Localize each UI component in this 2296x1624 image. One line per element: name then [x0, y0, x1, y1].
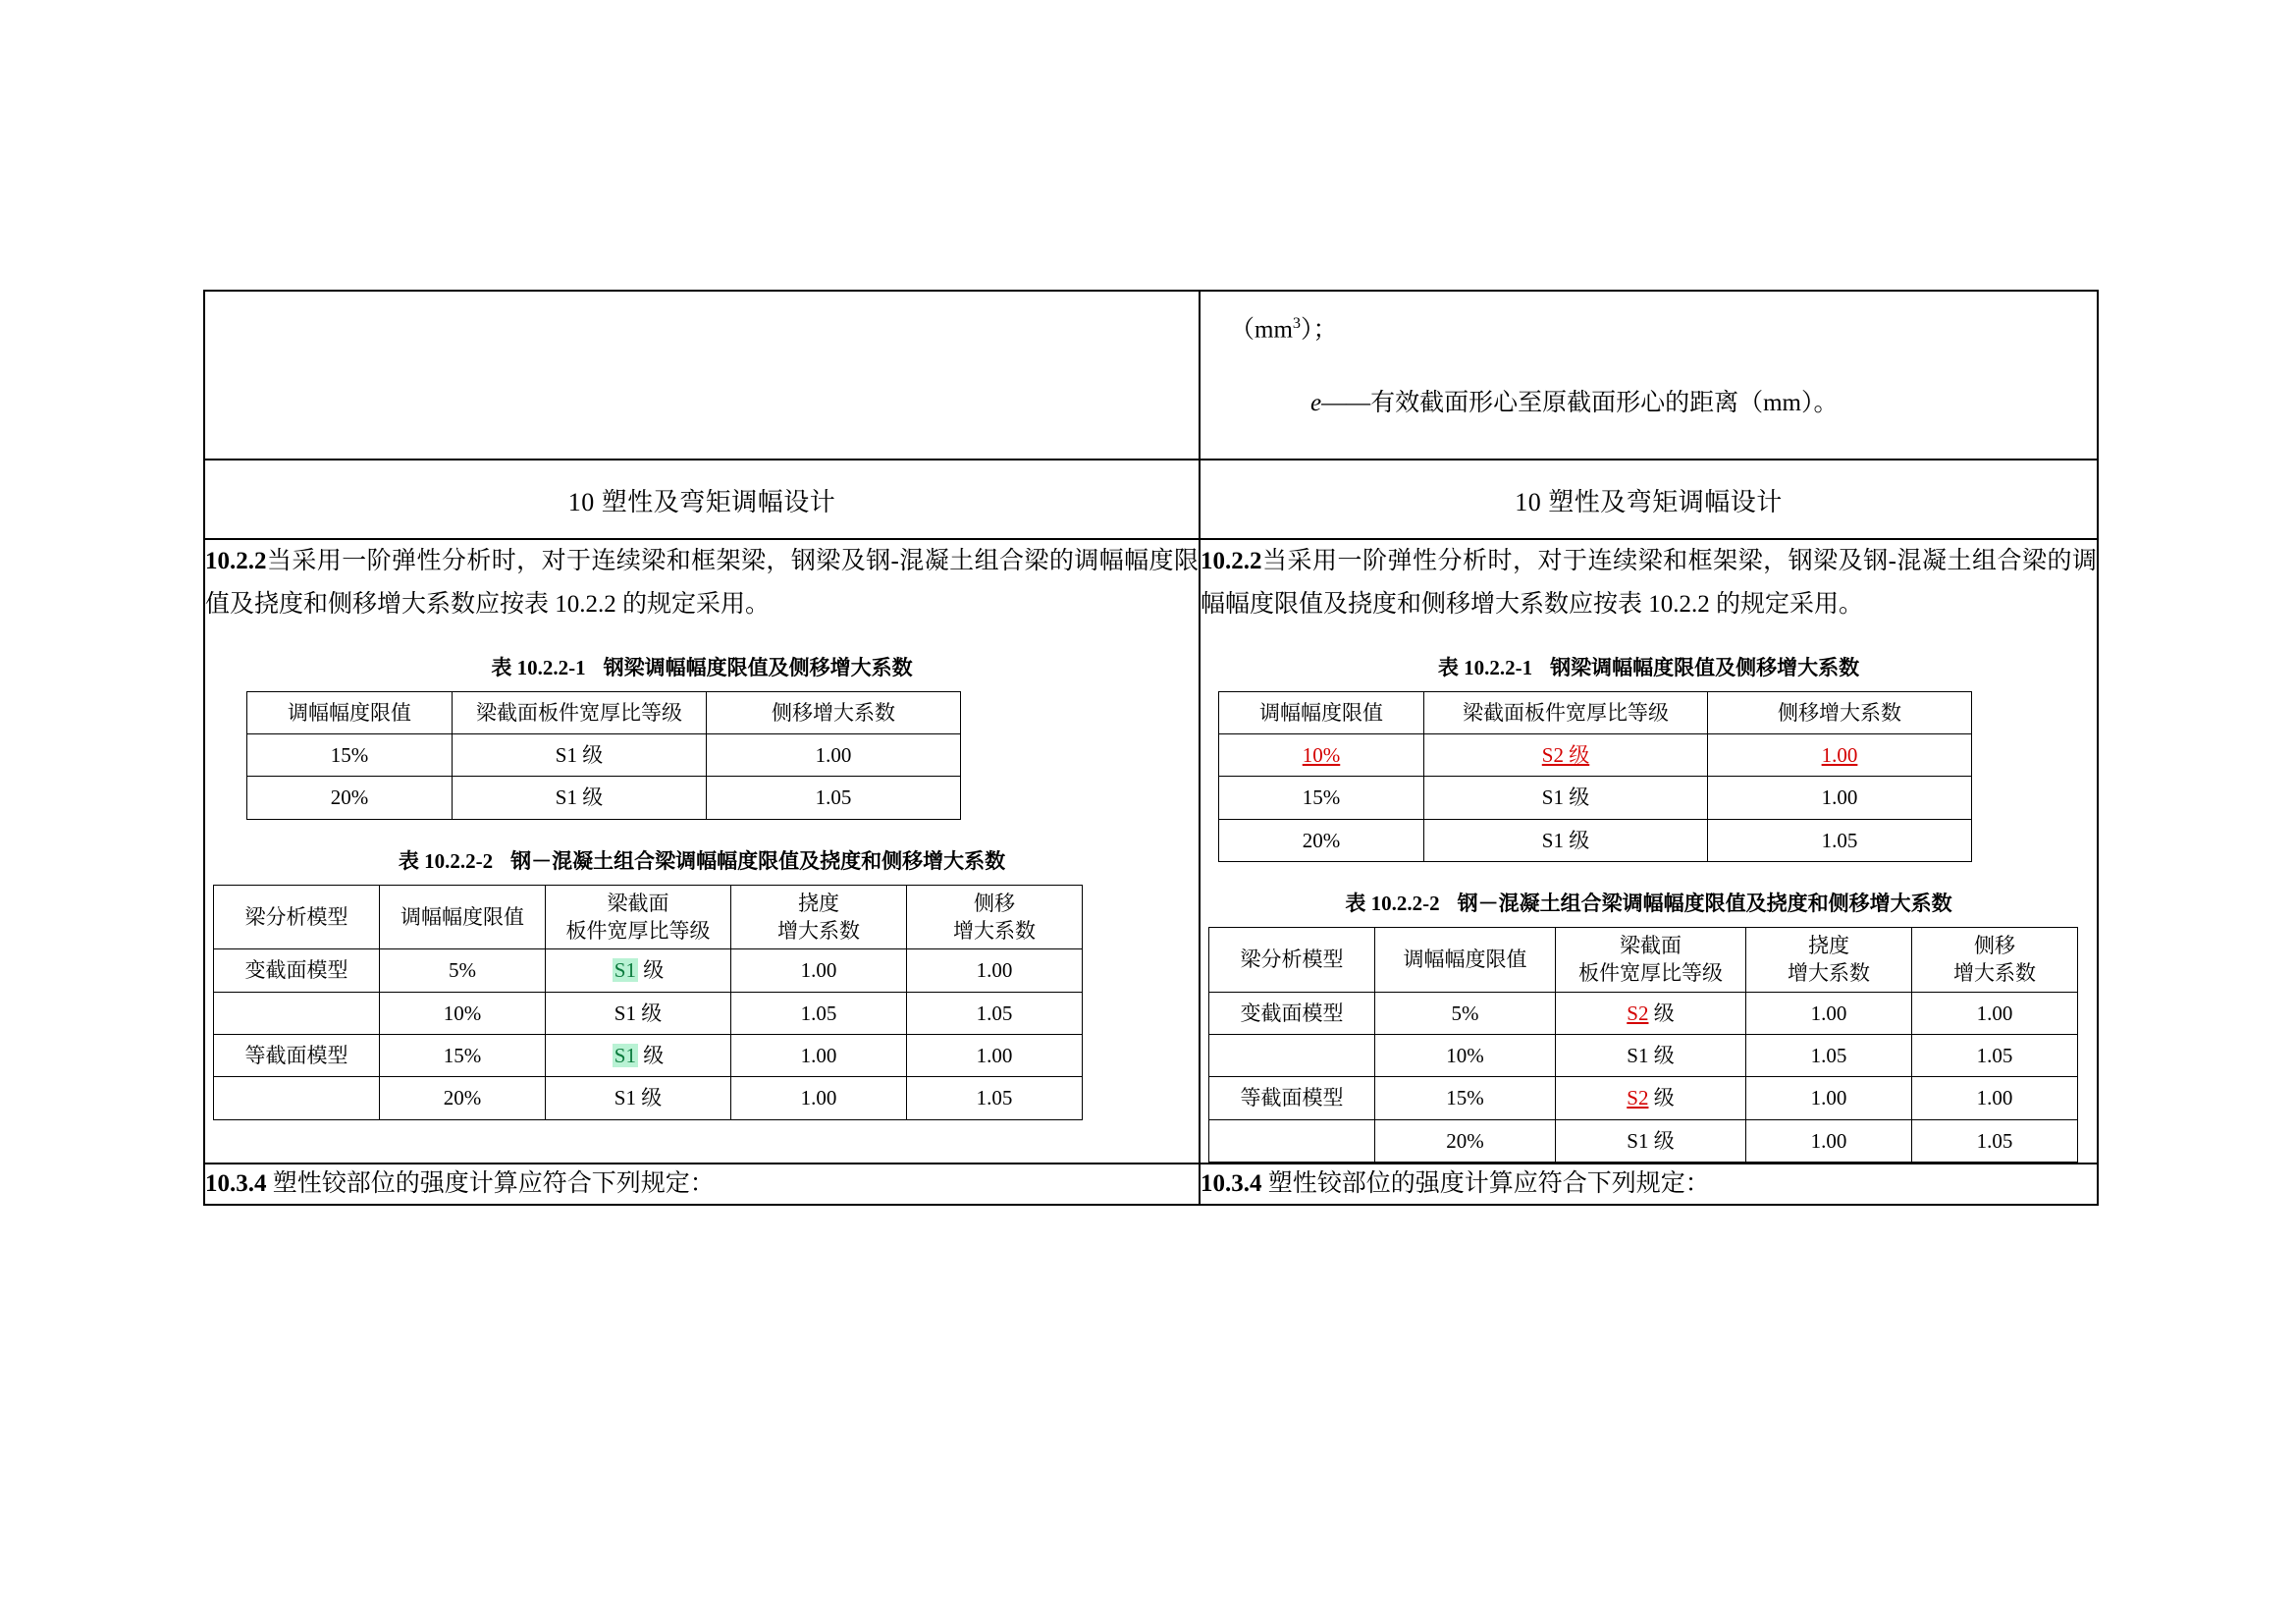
cell-sway: 1.00	[1708, 733, 1972, 776]
cell-grade: S2 级	[1556, 992, 1746, 1034]
footer-text-left: 塑性铰部位的强度计算应符合下列规定：	[272, 1169, 715, 1197]
cell-deflection: 1.00	[731, 1034, 907, 1076]
header-sway: 侧移增大系数	[707, 691, 961, 733]
cell-deflection: 1.00	[1746, 992, 1912, 1034]
clause-number-left: 10.2.2	[205, 548, 267, 574]
table1-caption-label-right: 表 10.2.2-1	[1437, 655, 1533, 679]
grade-suffix: 级	[643, 1043, 665, 1067]
cell-limit: 10%	[1375, 1034, 1556, 1076]
header-limit: 调幅幅度限值	[380, 885, 546, 949]
header-section-line2: 板件宽厚比等级	[565, 918, 711, 943]
cell-grade	[546, 949, 731, 992]
header-section	[546, 885, 731, 949]
cell-model	[214, 1077, 380, 1119]
table-header-row	[247, 691, 961, 733]
cell-limit: 15%	[380, 1034, 546, 1076]
table-row	[214, 1077, 1083, 1119]
cell-limit: 20%	[380, 1077, 546, 1119]
header-limit: 调幅幅度限值	[1375, 927, 1556, 992]
chapter-cell-right	[1200, 460, 2098, 539]
cell-sway: 1.00	[1912, 992, 2078, 1034]
table1-caption-title-left: 钢梁调幅幅度限值及侧移增大系数	[603, 655, 913, 679]
cell-grade: S1 级	[453, 733, 707, 776]
cell-deflection: 1.00	[1746, 1077, 1912, 1119]
formula-unit-line: $(mm^3)$；	[1230, 314, 1338, 344]
table-row-revised	[1209, 992, 2078, 1034]
table-row-revised	[1209, 1077, 2078, 1119]
table-header-row	[1219, 691, 1972, 733]
header-section-line1: 梁截面	[1620, 933, 1682, 957]
grade-highlight: S1	[614, 1043, 636, 1067]
cell-limit: 10%	[1219, 733, 1424, 776]
grade-highlight: S1	[614, 958, 636, 983]
header-model: 梁分析模型	[214, 885, 380, 949]
header-limit: 调幅幅度限值	[247, 691, 453, 733]
header-sway	[1912, 927, 2078, 992]
footer-text-right: 塑性铰部位的强度计算应符合下列规定：	[1267, 1169, 1710, 1197]
table2-caption-label-right: 表 10.2.2-2	[1345, 891, 1440, 915]
symbol-e: e	[1310, 390, 1322, 417]
cell-limit: 5%	[380, 949, 546, 992]
table-row	[214, 992, 1083, 1034]
table1-caption-title-right: 钢梁调幅幅度限值及侧移增大系数	[1550, 655, 1860, 679]
header-sway-line2: 增大系数	[1953, 961, 2036, 986]
body-cell-left	[204, 539, 1200, 1164]
formula-symbol-line	[1310, 385, 2071, 423]
cell-sway: 1.05	[1912, 1034, 2078, 1076]
formula-cell-right	[1200, 291, 2098, 460]
table-10-2-2-1-left	[246, 691, 961, 820]
cell-grade: S1 级	[546, 992, 731, 1034]
table2-caption-left	[205, 845, 1199, 875]
footer-cell-right	[1200, 1164, 2098, 1205]
cell-sway: 1.05	[907, 1077, 1083, 1119]
table-row	[1219, 819, 1972, 861]
header-grade: 梁截面板件宽厚比等级	[453, 691, 707, 733]
table-row	[1209, 1034, 2078, 1076]
table2-caption-title-right: 钢－混凝土组合梁调幅幅度限值及挠度和侧移增大系数	[1457, 891, 1952, 915]
cell-sway: 1.00	[1708, 777, 1972, 819]
cell-limit: 5%	[1375, 992, 1556, 1034]
cell-sway: 1.00	[907, 949, 1083, 992]
clause-text-left: 当采用一阶弹性分析时，对于连续梁和框架梁，钢梁及钢-混凝土组合梁的调幅幅度限值及挠度和侧移增大系数应按表 10.2.2 的规定采用。	[205, 548, 1199, 618]
cell-sway: 1.00	[1912, 1077, 2078, 1119]
table1-caption-label-left: 表 10.2.2-1	[491, 655, 586, 679]
table-row	[204, 291, 2098, 460]
footer-clause-right	[1201, 1164, 2097, 1204]
table-row	[204, 1164, 2098, 1205]
header-sway	[907, 885, 1083, 949]
cell-deflection: 1.05	[1746, 1034, 1912, 1076]
table-10-2-2-1-right	[1218, 691, 1972, 862]
table2-caption-label-left: 表 10.2.2-2	[398, 848, 494, 873]
chapter-title-left: 10 塑性及弯矩调幅设计	[567, 488, 836, 516]
cell-deflection: 1.00	[731, 949, 907, 992]
header-section-line2: 板件宽厚比等级	[1578, 961, 1723, 986]
comparison-table	[203, 290, 2099, 1206]
header-grade: 梁截面板件宽厚比等级	[1424, 691, 1708, 733]
cell-limit: 20%	[1375, 1119, 1556, 1162]
clause-paragraph-right	[1201, 540, 2097, 626]
chapter-cell-left	[204, 460, 1200, 539]
clause-number-right: 10.2.2	[1201, 548, 1262, 574]
footer-clause-left	[205, 1164, 1199, 1204]
table2-caption-right	[1201, 888, 2097, 917]
body-cell-right	[1200, 539, 2098, 1164]
cell-deflection: 1.00	[731, 1077, 907, 1119]
chapter-title-right: 10 塑性及弯矩调幅设计	[1515, 488, 1783, 516]
symbol-e-definition: ——有效截面形心至原截面形心的距离（mm）。	[1321, 390, 1839, 417]
cell-grade: S1 级	[1424, 819, 1708, 861]
table-header-row	[1209, 927, 2078, 992]
grade-suffix: 级	[643, 958, 665, 983]
cell-sway: 1.00	[707, 733, 961, 776]
footer-number-left: 10.3.4	[205, 1169, 267, 1197]
cell-sway: 1.05	[1912, 1119, 2078, 1162]
cell-grade: S1 级	[1556, 1034, 1746, 1076]
header-deflection	[1746, 927, 1912, 992]
cell-limit: 15%	[1219, 777, 1424, 819]
table-header-row	[214, 885, 1083, 949]
cell-sway: 1.00	[907, 1034, 1083, 1076]
table-10-2-2-2-left	[213, 885, 1083, 1120]
table-row	[247, 733, 961, 776]
header-section	[1556, 927, 1746, 992]
footer-number-right: 10.3.4	[1201, 1169, 1262, 1197]
table-row	[204, 460, 2098, 539]
cell-model	[214, 992, 380, 1034]
table-row	[214, 949, 1083, 992]
cell-model	[1209, 1034, 1375, 1076]
header-sway-line1: 侧移	[1974, 933, 2015, 957]
cell-limit: 20%	[247, 777, 453, 819]
table-row	[214, 1034, 1083, 1076]
clause-text-right: 当采用一阶弹性分析时，对于连续梁和框架梁，钢梁及钢-混凝土组合梁的调幅幅度限值及挠度和侧移增大系数应按表 10.2.2 的规定采用。	[1201, 548, 2097, 618]
cell-deflection: 1.00	[1746, 1119, 1912, 1162]
cell-limit: 15%	[247, 733, 453, 776]
header-limit: 调幅幅度限值	[1219, 691, 1424, 733]
cell-model: 等截面模型	[214, 1034, 380, 1076]
footer-cell-left	[204, 1164, 1200, 1205]
header-section-line1: 梁截面	[607, 891, 669, 915]
formula-cell-left	[204, 291, 1200, 460]
cell-grade: S1 级	[546, 1077, 731, 1119]
cell-limit: 10%	[380, 992, 546, 1034]
header-sway-line1: 侧移	[974, 891, 1015, 915]
header-deflection-line1: 挠度	[1808, 933, 1849, 957]
cell-limit: 15%	[1375, 1077, 1556, 1119]
table1-caption-left	[205, 652, 1199, 681]
cell-grade: S1 级	[453, 777, 707, 819]
clause-paragraph-left	[205, 540, 1199, 626]
header-deflection-line1: 挠度	[798, 891, 839, 915]
cell-sway: 1.05	[707, 777, 961, 819]
table-row	[247, 777, 961, 819]
cell-deflection: 1.05	[731, 992, 907, 1034]
cell-model: 变截面模型	[214, 949, 380, 992]
cell-model	[1209, 1119, 1375, 1162]
cell-model: 变截面模型	[1209, 992, 1375, 1034]
table-row	[1219, 777, 1972, 819]
table2-caption-title-left: 钢－混凝土组合梁调幅幅度限值及挠度和侧移增大系数	[510, 848, 1006, 873]
cell-grade: S2 级	[1556, 1077, 1746, 1119]
cell-grade: S1 级	[1556, 1119, 1746, 1162]
table1-caption-right	[1201, 652, 2097, 681]
cell-grade: S2 级	[1424, 733, 1708, 776]
header-model: 梁分析模型	[1209, 927, 1375, 992]
header-deflection-line2: 增大系数	[777, 918, 860, 943]
cell-grade: S1 级	[1424, 777, 1708, 819]
header-deflection-line2: 增大系数	[1788, 961, 1870, 986]
table-row-revised	[1219, 733, 1972, 776]
table-10-2-2-2-right	[1208, 927, 2078, 1163]
header-sway: 侧移增大系数	[1708, 691, 1972, 733]
cell-limit: 20%	[1219, 819, 1424, 861]
table-row	[1209, 1119, 2078, 1162]
cell-sway: 1.05	[907, 992, 1083, 1034]
header-deflection	[731, 885, 907, 949]
cell-sway: 1.05	[1708, 819, 1972, 861]
header-sway-line2: 增大系数	[953, 918, 1036, 943]
cell-model: 等截面模型	[1209, 1077, 1375, 1119]
table-row	[204, 539, 2098, 1164]
cell-grade	[546, 1034, 731, 1076]
